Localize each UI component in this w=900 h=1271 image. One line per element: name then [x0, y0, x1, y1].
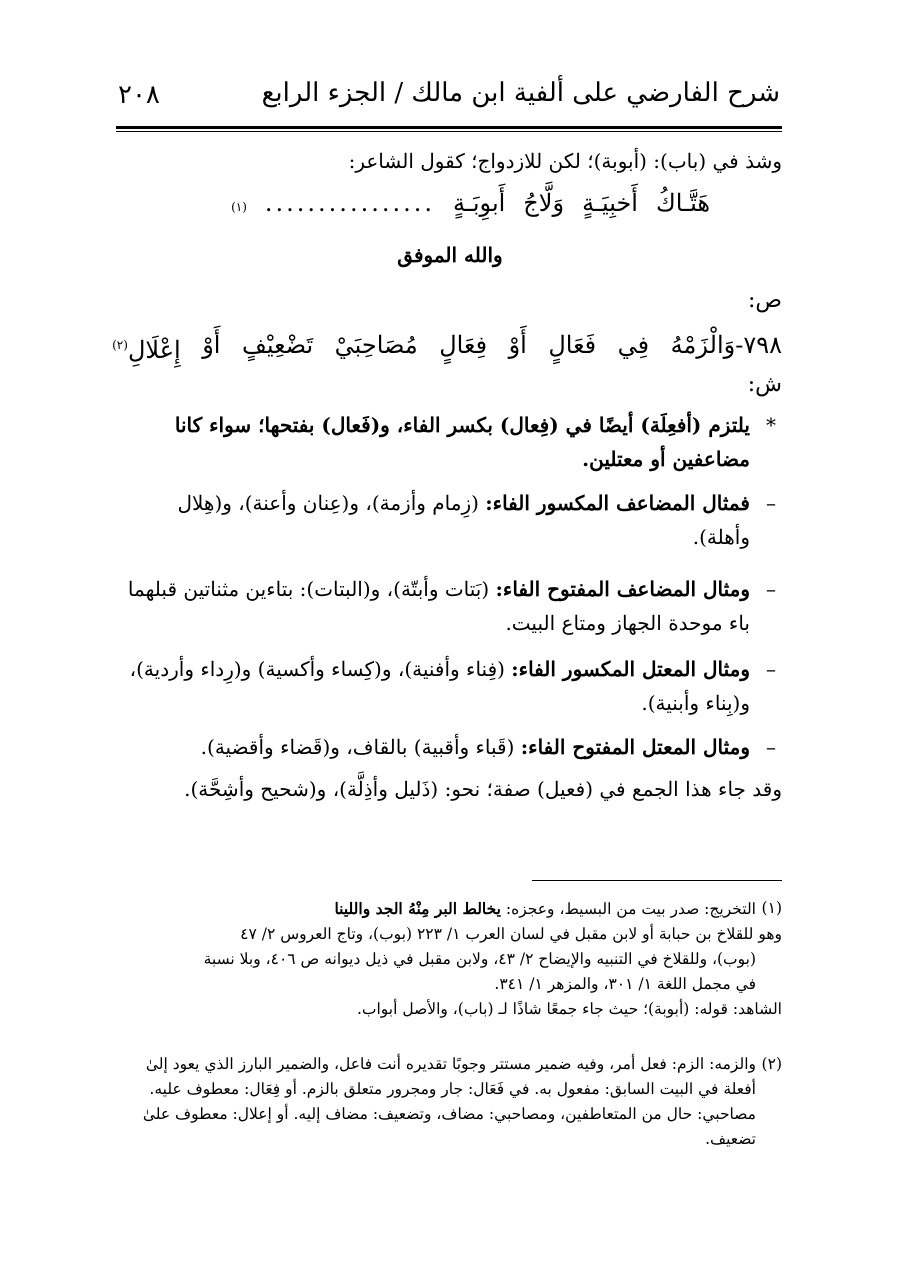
footnote-line: وهو للقلاخ بن حبابة أو لابن مقبل في لسان العرب ١/ ٢٢٣ (بوب)، وتاج العروس ٢/ ٤٧ — [240, 925, 782, 943]
verse-word: أَبوِبَـةٍ — [452, 189, 506, 217]
item-lead: فمثال المضاعف المكسور الفاء: — [485, 491, 750, 515]
header-rule-thin — [116, 131, 782, 132]
verse-number: ٧٩٨- — [735, 331, 782, 359]
quoted-verse — [190, 188, 710, 222]
footnote-number: (١) — [761, 899, 782, 917]
running-header-title: شرح الفارضي على ألفية ابن مالك / الجزء الرابع — [261, 78, 780, 108]
footnote-line: الشاهد: قوله: (أبوبة)؛ حيث جاء جمعًا شاذًا لـ (باب)، والأصل أبواب. — [356, 1000, 782, 1018]
list-item — [118, 652, 782, 720]
header-rule — [116, 126, 782, 129]
footnote-line: (بوب)، وللقلاخ في التنبيه والإيضاح ٢/ ٤٣، ولابن مقبل في ذيل ديوانه ص ٤٠٦، وبلا نسبة — [203, 950, 756, 968]
item-text: (زِمام وأزمة)، و(عِنان وأعنة)، و(هِلال وأهلة). — [177, 491, 750, 549]
verse-word: وَلَّاجُ — [523, 189, 565, 217]
item-lead: ومثال المعتل المكسور الفاء: — [511, 657, 750, 681]
footnote-line: في مجمل اللغة ١/ ٣٠١، والمزهر ١/ ٣٤١. — [494, 975, 756, 993]
item-text: (فِناء وأفنية)، و(كِساء وأكسية) و(رِداء وأردية)، و(بِناء وأبنية). — [129, 657, 750, 715]
footnote-1 — [118, 896, 782, 1022]
dash-icon: – — [766, 735, 776, 759]
poem-word: أَوْ — [508, 331, 527, 359]
poem-word: أَوْ — [202, 331, 221, 359]
closing-phrase: والله الموفق — [397, 243, 503, 267]
poem-line — [112, 330, 782, 365]
intro-line: وشذ في (باب): (أبوبة)؛ لكن للازدواج؛ كقول الشاعر: — [348, 149, 782, 173]
poem-word: فَعَالٍ — [548, 331, 597, 359]
poem-word: فِي — [617, 331, 650, 359]
asterisk-icon: * — [766, 413, 776, 437]
item-lead: ومثال المعتل المفتوح الفاء: — [520, 735, 750, 759]
poem-segment — [112, 330, 181, 365]
item-text: (قَباء وأقبية) بالقاف، و(قَضاء وأقضية). — [200, 735, 521, 759]
poem-word: فِعَالٍ — [439, 331, 488, 359]
footnote-ref-2: (٢) — [112, 338, 128, 352]
dash-icon: – — [766, 577, 776, 601]
item-lead: ومثال المضاعف المفتوح الفاء: — [495, 577, 750, 601]
poem-word: إِعْلَالِ — [127, 336, 181, 364]
item-text: (بَتات وأبتّة)، و(البتات): بتاءين مثناتين قبلهما باء موحدة الجهاز ومتاع البيت. — [127, 577, 750, 635]
poem-word: مُصَاحِبَيْ — [334, 331, 418, 359]
item-text: يلتزم (أفعِلَة) أيضًا في (فِعال) بكسر الفاء، و(فَعال) بفتحها؛ سواء كانا مضاعفين أو معتلين. — [174, 413, 750, 471]
list-item — [118, 572, 782, 640]
final-line: وقد جاء هذا الجمع في (فعيل) صفة؛ نحو: (ذَليل وأذِلَّة)، و(شحيح وأشِحَّة). — [184, 777, 782, 801]
footnote-text: والزمه: الزم: فعل أمر، وفيه ضمير مستتر وجوبًا تقديره أنت فاعل، والضمير البارز الذي يعود إلىٰ أفعلة في البيت السابق: مفعول به. في فَعَال: جار ومجرور متعلق بالزم. أو فِعَال: معطوف عليه. مصاحبي: حال من المتعاطفين، ومصاحبي: مضاف، وتضعيف: مضاف إليه. أو إعلال: معطوف علىٰ تضعيف. — [142, 1055, 756, 1148]
verse-word: هَتَّـاكُ — [655, 189, 710, 217]
footnote-2 — [118, 1052, 782, 1152]
page-number: ٢٠٨ — [118, 80, 160, 110]
footnote-line — [118, 896, 756, 922]
list-item — [118, 408, 782, 476]
dash-icon: – — [766, 657, 776, 681]
poem-word: تَضْعِيْفٍ — [241, 331, 314, 359]
list-item — [118, 730, 782, 764]
verse-word: أَخبِيَـةٍ — [582, 189, 638, 217]
footnote-number: (٢) — [761, 1055, 782, 1073]
verse-ellipsis: ................ — [264, 189, 435, 217]
section-label-sad: ص: — [747, 288, 782, 313]
footnote-text: التخريج: صدر بيت من البسيط، وعجزه: — [500, 900, 756, 918]
dash-icon: – — [766, 491, 776, 515]
section-label-shin: ش: — [747, 372, 782, 397]
list-item — [118, 486, 782, 554]
footnote-ref-1: (١) — [231, 200, 247, 214]
poem-segment — [671, 330, 782, 365]
footnote-separator — [532, 880, 782, 881]
poem-word: وَالْزَمْهُ — [670, 331, 736, 359]
footnote-emphasis: يخالط البر مِنْهُ الجد واللينا — [334, 899, 501, 918]
